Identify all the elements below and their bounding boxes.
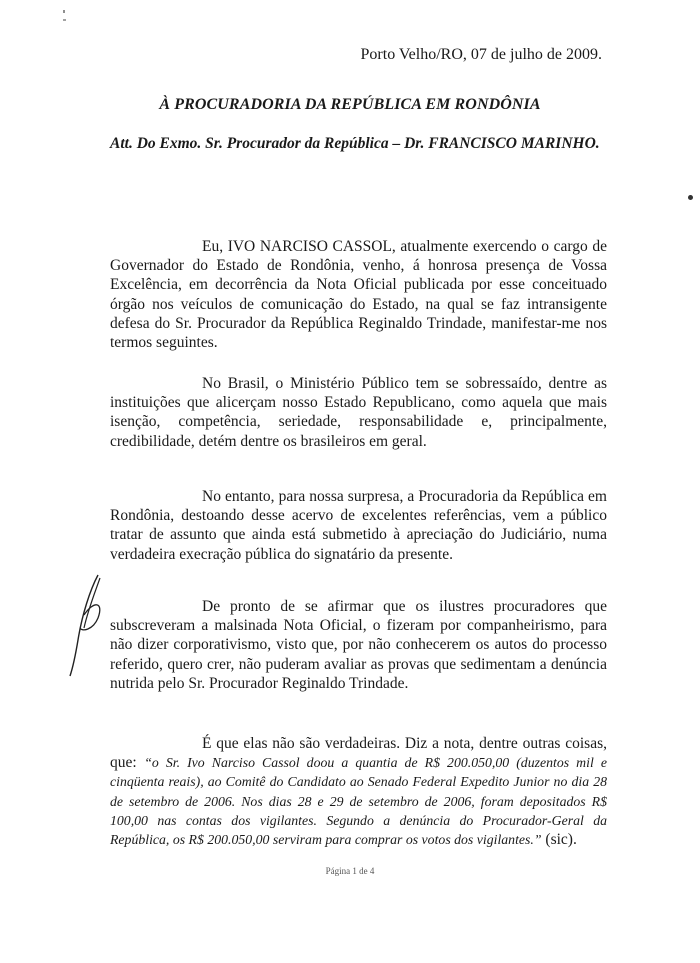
paragraph-3: No entanto, para nossa surpresa, a Procuradoria da República em Rondônia, destoando desse acervo de excelentes referências, vem a público tratar de assunto que ainda está submetido à apreciação do Judiciário, numa verdadeira execração pública do signatário da presente. [110, 488, 607, 563]
scan-artifact-mark [60, 8, 68, 28]
attention-line: Att. Do Exmo. Sr. Procurador da República – Dr. FRANCISCO MARINHO. [110, 135, 600, 152]
paragraph-2: No Brasil, o Ministério Público tem se sobressaído, dentre as instituições que alicerçam nosso Estado Republicano, como aquela que mais isenção, competência, seriedade, responsabilidade e, principalmente, credibilidade, detém dentre os brasileiros em geral. [110, 375, 607, 450]
page-number-footer: Página 1 de 4 [325, 866, 375, 876]
paragraph-5-intro: É que elas não são verdadeiras. Diz a nota, dentre outras coisas, que: [110, 735, 607, 772]
quoted-note: “o Sr. Ivo Narciso Cassol doou a quantia de R$ 200.050,00 (duzentos mil e cinqüenta reais), ao Comitê do Candidato ao Senado Federal Expedito Junior no dia 28 de setembro de 2006. Nos dias 28 e 29 de setembro de 2006, foram depositados R$ 100,00 nas contas dos vigilantes. Segundo a denúncia do Procurador-Geral da República, os R$ 200.050,00 serviram para comprar os votos dos vigilantes.” [110, 755, 607, 848]
addressee-heading: À PROCURADORIA DA REPÚBLICA EM RONDÔNIA [159, 96, 541, 113]
paragraph-1: Eu, IVO NARCISO CASSOL, atualmente exercendo o cargo de Governador do Estado de Rondônia, venho, á honrosa presença de Vossa Excelência, em decorrência da Nota Oficial publicada por esse conceituado órgão nos veículos de comunicação do Estado, na qual se faz intransigente defesa do Sr. Procurador da República Reginaldo Trindade, manifestar-me nos termos seguintes. [110, 238, 607, 352]
dateline: Porto Velho/RO, 07 de julho de 2009. [360, 46, 602, 63]
scan-artifact-dot [688, 195, 693, 200]
paragraph-4: De pronto de se afirmar que os ilustres procuradores que subscreveram a malsinada Nota Oficial, o fizeram por companheirismo, para não dizer corporativismo, visto que, por não conhecerem os autos do processo referido, quero crer, não puderam avaliar as provas que sedimentam a denúncia nutrida pelo Sr. Procurador Reginaldo Trindade. [110, 598, 607, 692]
sic-note: (sic). [541, 831, 577, 849]
paragraph-5 [110, 734, 607, 849]
handwritten-initials-signature [60, 570, 110, 680]
